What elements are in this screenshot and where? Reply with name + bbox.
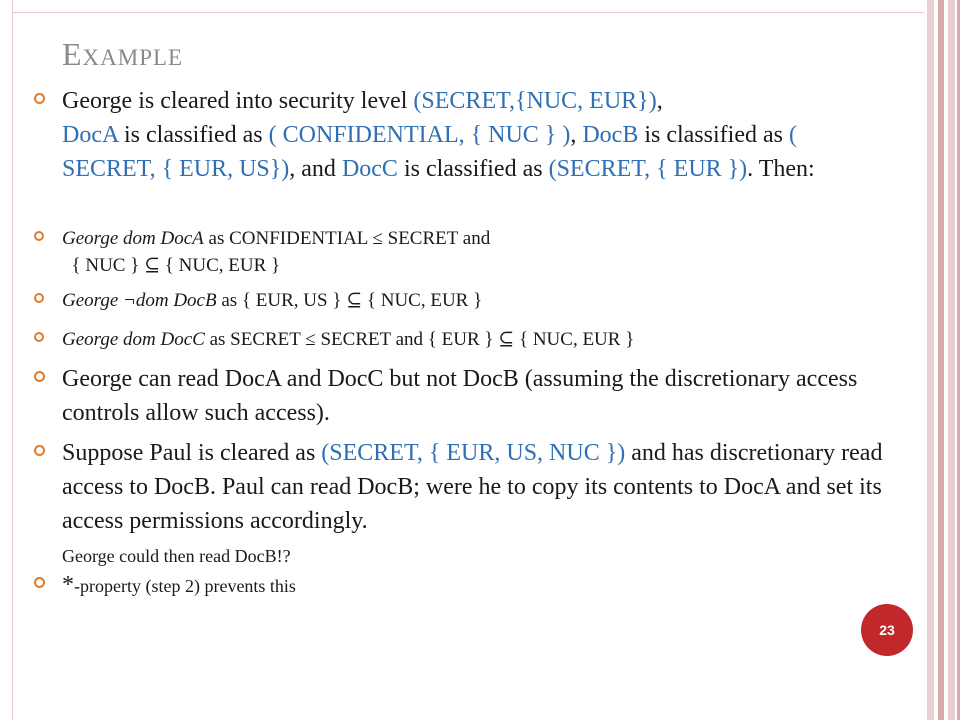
bullet-icon	[34, 93, 45, 104]
bullet-text: George dom DocA as CONFIDENTIAL ≤ SECRET and { NUC } ⊆ { NUC, EUR }	[62, 228, 491, 276]
page-number-badge: 23	[861, 604, 913, 656]
decorative-stripes	[924, 0, 960, 720]
bullet-text: Suppose Paul is cleared as (SECRET, { EUR, US, NUC }) and has discretionary read access to DocB. Paul can read DocB; were he to copy its contents to DocA and set its access permissions accordingly. George could then read DocB!?	[62, 440, 883, 566]
bullet-text: George is cleared into security level (SECRET,{NUC, EUR}), DocA is classified as ( CONFIDENTIAL, { NUC } ), DocB is classified as ( SECRET, { EUR, US}), and DocC is classified as (SECRET, { EUR }). Then:	[62, 88, 815, 182]
bullet-text: George can read DocA and DocC but not DocB (assuming the discretionary access controls allow such access).	[62, 366, 858, 426]
bullet-icon	[34, 371, 45, 382]
bullet-notdom-docb	[34, 287, 894, 314]
bullet-icon	[34, 577, 45, 588]
bullet-icon	[34, 231, 44, 241]
bullet-dom-doca	[34, 225, 894, 279]
frame-line-top	[12, 12, 924, 13]
bullet-star-property	[34, 568, 894, 603]
bullet-clearance	[34, 84, 894, 186]
bullet-text: George ¬dom DocB as { EUR, US } ⊆ { NUC, EUR }	[62, 290, 483, 311]
bullet-icon	[34, 293, 44, 303]
slide-title	[62, 36, 183, 73]
bullet-icon	[34, 332, 44, 342]
title-rest: XAMPLE	[82, 45, 184, 70]
title-initial: E	[62, 36, 83, 72]
bullet-george-read	[34, 362, 894, 430]
bullet-text: *-property (step 2) prevents this	[62, 572, 296, 598]
bullet-icon	[34, 445, 45, 456]
frame-line-left	[12, 0, 13, 720]
bullet-dom-docc	[34, 326, 894, 353]
bullet-text: George dom DocC as SECRET ≤ SECRET and { EUR } ⊆ { NUC, EUR }	[62, 329, 635, 350]
bullet-paul	[34, 436, 894, 573]
